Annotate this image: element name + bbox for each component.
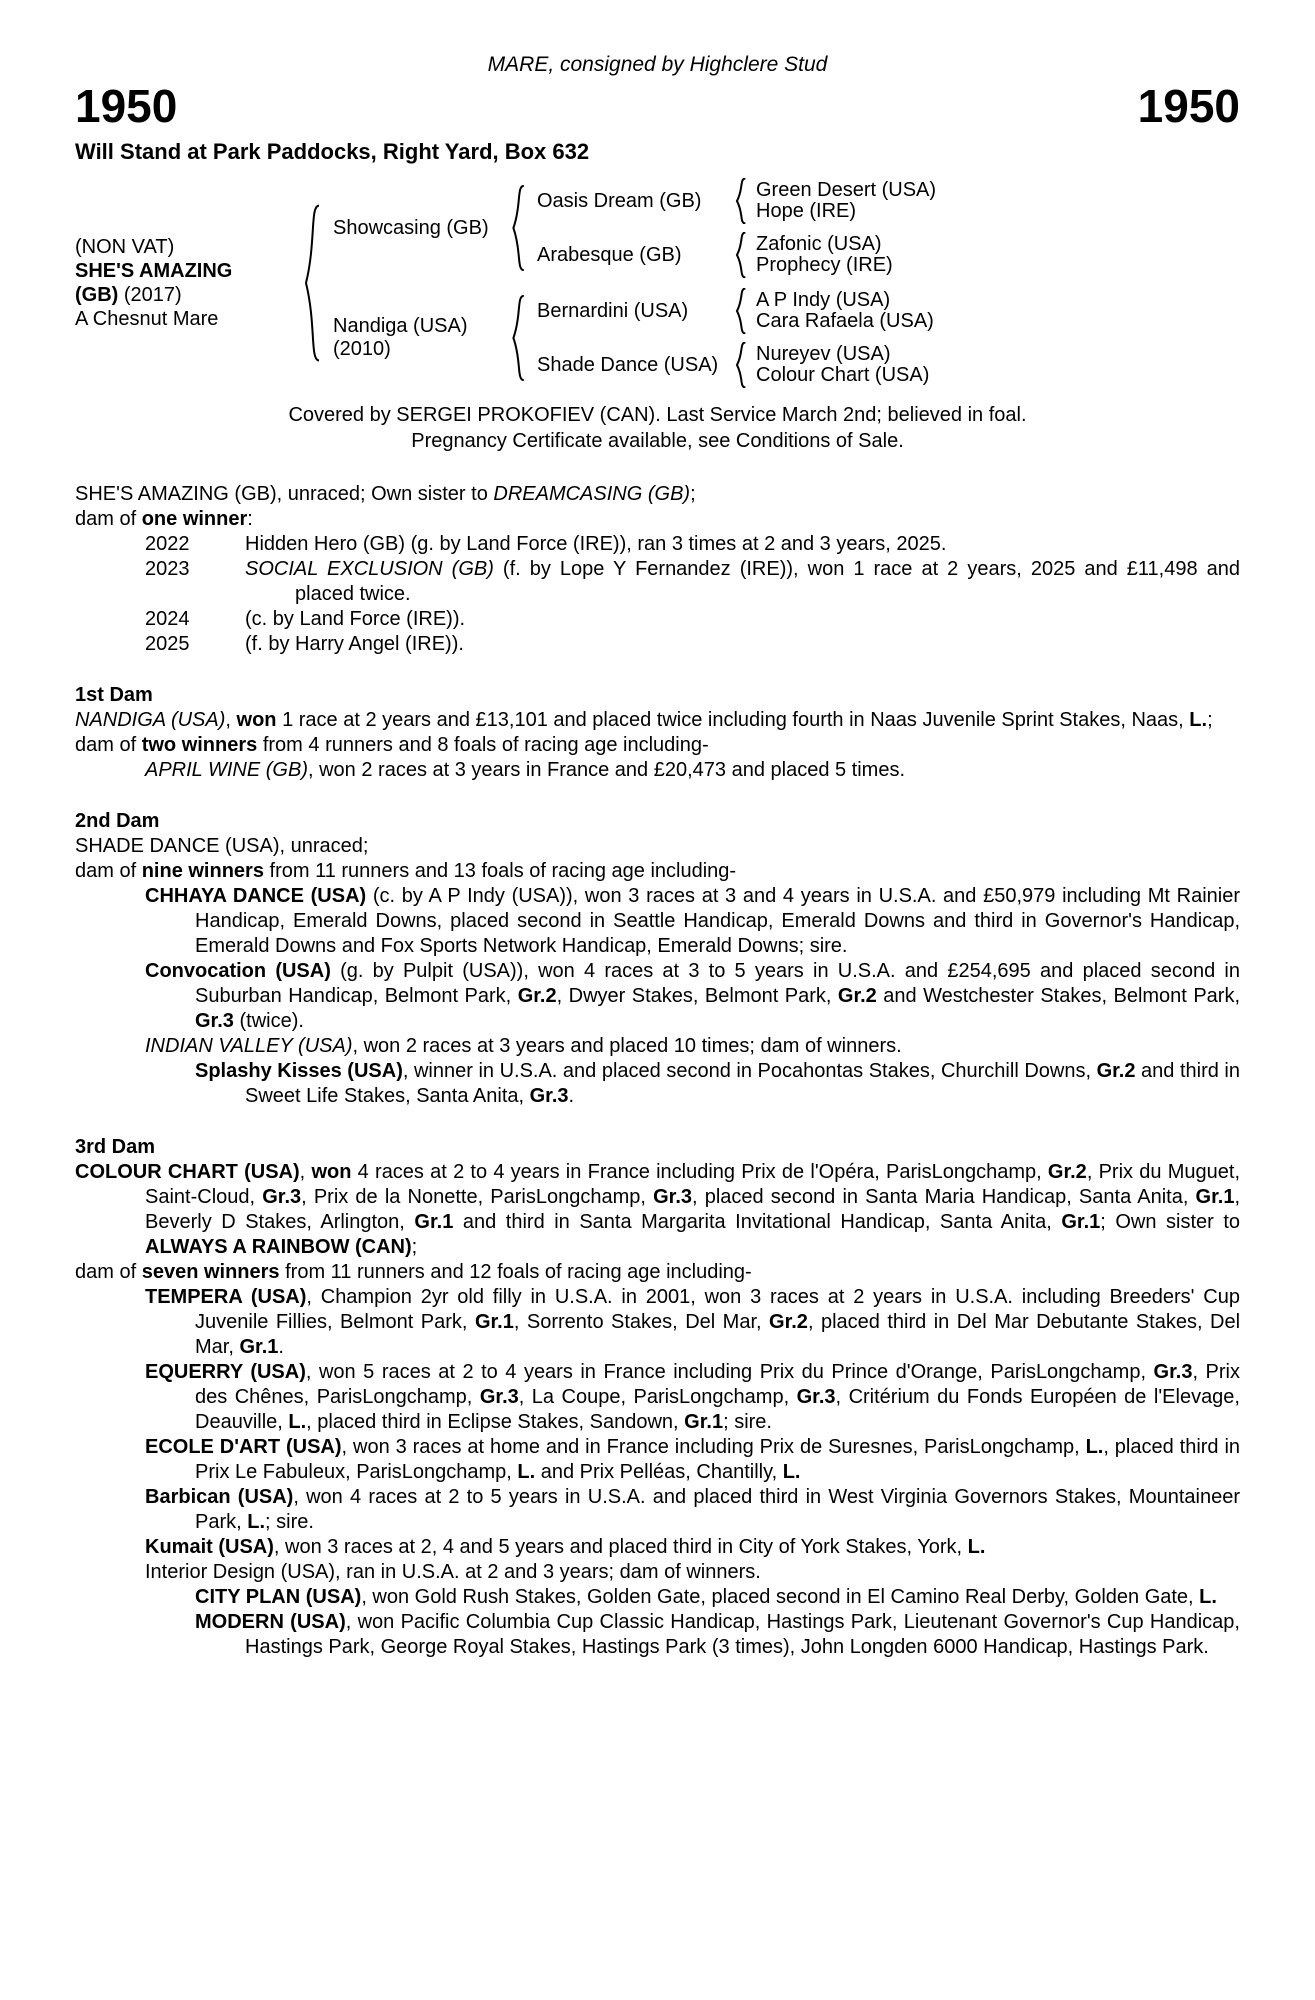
produce-text [245, 607, 1240, 632]
produce-record-row [75, 607, 1240, 632]
text-run: , placed second in Santa Maria Handicap, Santa Anita, [692, 1186, 1196, 1208]
produce-text [245, 557, 1240, 607]
dam-parents [527, 288, 934, 388]
grandparent-branch [527, 342, 934, 388]
text-run: (twice). [233, 1010, 304, 1032]
produce-year: 2025 [145, 633, 190, 655]
text-run: L. [1085, 1436, 1104, 1458]
stand-location-line: Will Stand at Park Paddocks, Right Yard, Box 632 [75, 139, 590, 164]
pedigree-name: Colour Chart (USA) [756, 364, 930, 386]
lot-number-left: 1950 [75, 80, 178, 132]
granddam-name: Arabesque (GB) [537, 243, 682, 266]
paragraph [75, 1285, 1240, 1360]
great-grandparents [748, 234, 893, 276]
dam-year: (2010) [333, 338, 391, 360]
text-run: L. [782, 1461, 801, 1483]
text-run: L. [288, 1411, 307, 1433]
text-run: . [278, 1336, 284, 1358]
text-run: ALWAYS A RAINBOW (CAN) [145, 1236, 412, 1258]
text-run: Splashy Kisses (USA) [195, 1060, 403, 1082]
text-run: seven winners [141, 1261, 280, 1283]
text-run: L. [247, 1511, 266, 1533]
text-run: from 11 runners and 13 foals of racing age including- [263, 860, 737, 882]
text-run: (c. by A P Indy (USA)), won 3 races at 3 and 4 years in U.S.A. and £50,979 including Mt Rainier Handicap, Emerald Downs, placed second in Seattle Handicap, Emerald Downs and third in Governor's Handicap, Emerald Downs and Fox Sports Network Handicap, Emerald Downs; sire. [195, 885, 1240, 957]
text-run: , Prix de la Nonette, ParisLongchamp, [301, 1186, 654, 1208]
paragraph [75, 1260, 1240, 1285]
text-run: Gr.1 [414, 1211, 454, 1233]
produce-text [245, 632, 1240, 657]
text-run: , Critérium du Fonds Européen de l'Elevage, Deauville, [195, 1386, 1240, 1433]
text-run: , won 2 races at 3 years in France and £20,473 and placed 5 times. [308, 759, 906, 781]
paragraph [75, 1034, 1240, 1059]
text-run: nine winners [141, 860, 264, 882]
text-run: , won 5 races at 2 to 4 years in France including Prix du Prince d'Orange, ParisLongchamp, [305, 1361, 1154, 1383]
produce-year: 2023 [145, 558, 190, 580]
text-run: L. [1199, 1586, 1217, 1608]
text-run: won [236, 709, 277, 731]
pedigree-table [75, 178, 1240, 388]
text-run: one winner [141, 508, 248, 530]
text-run: from 11 runners and 12 foals of racing age including- [279, 1261, 752, 1283]
text-run: Gr.1 [239, 1336, 279, 1358]
great-grandparents [748, 180, 936, 222]
text-run: : [247, 508, 253, 530]
horse-description: A Chesnut Mare [75, 308, 219, 330]
text-run: (f. by Lope Y Fernandez (IRE)), won 1 race at 2 years, 2025 and £11,498 and placed twice. [295, 558, 1240, 605]
text-run: Gr.3 [653, 1186, 693, 1208]
great-grandparents [748, 344, 929, 386]
paragraph [75, 758, 1240, 783]
text-run: , Beverly D Stakes, Arlington, [145, 1186, 1241, 1233]
pedigree-name: Green Desert (USA) [756, 179, 937, 201]
text-run: , won 3 races at 2, 4 and 5 years and placed third in City of York Stakes, York, [273, 1536, 968, 1558]
pedigree-generation-1 [323, 178, 936, 388]
text-run: DREAMCASING (GB) [493, 483, 691, 505]
great-grandparents [748, 290, 934, 332]
text-run: (c. by Land Force (IRE)). [245, 608, 466, 630]
text-run: L. [517, 1461, 536, 1483]
first-dam-section [75, 683, 1240, 783]
text-run: , Sorrento Stakes, Del Mar, [513, 1311, 770, 1333]
text-run: and third in Sweet Life Stakes, Santa Anita, [245, 1060, 1240, 1107]
text-run: , placed third in Prix Le Fabuleux, ParisLongchamp, [195, 1436, 1241, 1483]
text-run: Gr.2 [517, 985, 557, 1007]
text-run: , won 3 races at home and in France including Prix de Suresnes, ParisLongchamp, [341, 1436, 1086, 1458]
paragraph [75, 482, 1240, 507]
text-run: . [568, 1085, 575, 1107]
text-run: , placed third in Eclipse Stakes, Sandown, [306, 1411, 685, 1433]
pedigree-name: A P Indy (USA) [756, 289, 891, 311]
third-dam-section [75, 1135, 1240, 1660]
produce-year: 2024 [145, 608, 190, 630]
text-run: NANDIGA (USA) [75, 709, 226, 731]
text-run: (2017) [118, 284, 182, 306]
text-run: from 4 runners and 8 foals of racing age including- [257, 734, 709, 756]
pedigree-name: Prophecy (IRE) [756, 254, 893, 276]
text-run: SHE'S AMAZING (GB), unraced; Own sister to [75, 483, 494, 505]
produce-record-row [75, 557, 1240, 607]
second-dam-section [75, 809, 1240, 1109]
text-run: MODERN (USA) [195, 1611, 346, 1633]
paragraph [75, 859, 1240, 884]
text-run: ; [1207, 709, 1213, 731]
text-run: Gr.1 [684, 1411, 724, 1433]
brace-icon [735, 178, 748, 224]
sire-branch [323, 178, 936, 278]
text-run: Hidden Hero (GB) (g. by Land Force (IRE)), ran 3 times at 2 and 3 years, 2025. [245, 533, 947, 555]
brace-icon [511, 295, 527, 381]
text-run: dam of [75, 508, 142, 530]
produce-text [245, 532, 1240, 557]
paragraph [75, 884, 1240, 959]
text-run: , La Coupe, ParisLongchamp, [518, 1386, 797, 1408]
dam-heading: 1st Dam [75, 684, 153, 706]
paragraph [75, 1160, 1240, 1260]
text-run: dam of [75, 734, 142, 756]
text-run: Gr.1 [474, 1311, 514, 1333]
sire-name: Showcasing (GB) [333, 216, 489, 239]
paragraph [75, 507, 1240, 532]
text-run: TEMPERA (USA) [145, 1286, 307, 1308]
paragraph [75, 834, 1240, 859]
consignor-line: MARE, consigned by Highclere Stud [487, 53, 828, 76]
text-run: COLOUR CHART (USA) [75, 1161, 300, 1183]
text-run: 1 race at 2 years and £13,101 and placed twice including fourth in Naas Juvenile Sprint Stakes, Naas, [276, 709, 1190, 731]
brace-icon [735, 288, 748, 334]
text-run: won [311, 1161, 352, 1183]
text-run: SOCIAL EXCLUSION (GB) [245, 558, 494, 580]
text-run: , won Pacific Columbia Cup Classic Handicap, Hastings Park, Lieutenant Governor's Cup Handicap, Hastings Park, George Royal Stakes, Hastings Park (3 times), John Longden 6000 Handicap, Hastings Park. [245, 1611, 1240, 1658]
text-run: , [225, 709, 237, 731]
horse-suffix [75, 283, 303, 307]
text-run: ; sire. [265, 1511, 314, 1533]
paragraph [75, 1485, 1240, 1535]
text-run: Gr.2 [837, 985, 877, 1007]
paragraph [75, 708, 1240, 733]
text-run: and Westchester Stakes, Belmont Park, [876, 985, 1241, 1007]
paragraph [75, 1059, 1240, 1109]
covering-statement [75, 402, 1240, 454]
text-run: Gr.3 [262, 1186, 302, 1208]
text-run: Gr.2 [1047, 1161, 1087, 1183]
text-run: , Prix du Muguet, Saint-Cloud, [145, 1161, 1241, 1208]
paragraph [75, 733, 1240, 758]
text-run: and Prix Pelléas, Chantilly, [535, 1461, 783, 1483]
text-run: (f. by Harry Angel (IRE)). [245, 633, 464, 655]
paragraph [75, 1360, 1240, 1435]
text-run: CITY PLAN (USA) [195, 1586, 362, 1608]
paragraph [75, 1560, 1240, 1585]
dam-branch [323, 288, 936, 388]
brace-icon [735, 342, 748, 388]
text-run: INDIAN VALLEY (USA) [145, 1035, 353, 1057]
text-run: Convocation (USA) [145, 960, 331, 982]
text-run: , Champion 2yr old filly in U.S.A. in 2001, won 3 races at 2 years in U.S.A. including Breeders' Cup Juvenile Fillies, Belmont Park, [195, 1286, 1240, 1333]
pedigree-name: Nureyev (USA) [756, 343, 891, 365]
text-run: ; [411, 1236, 418, 1258]
paragraph [75, 1535, 1240, 1560]
pedigree-name: Cara Rafaela (USA) [756, 310, 934, 332]
grandparent-branch [527, 232, 936, 278]
lot-number-right: 1950 [1137, 80, 1240, 132]
text-run: Kumait (USA) [145, 1536, 274, 1558]
brace-icon [735, 232, 748, 278]
text-run: dam of [75, 860, 142, 882]
text-run: L. [967, 1536, 986, 1558]
dam-heading: 2nd Dam [75, 810, 160, 832]
pregnancy-line: Pregnancy Certificate available, see Conditions of Sale. [411, 430, 904, 452]
non-vat-label: (NON VAT) [75, 236, 175, 258]
grandparent-branch [527, 288, 934, 334]
text-run: Gr.2 [769, 1311, 808, 1333]
grandsire-name: Bernardini (USA) [537, 299, 689, 322]
text-run: Gr.3 [195, 1010, 234, 1032]
text-run: ; sire. [723, 1411, 772, 1433]
text-run: ; [690, 483, 696, 505]
text-run: Gr.3 [796, 1386, 836, 1408]
text-run: Gr.3 [479, 1386, 519, 1408]
produce-year: 2022 [145, 533, 190, 555]
text-run: , Dwyer Stakes, Belmont Park, [556, 985, 838, 1007]
text-run: APRIL WINE (GB) [145, 759, 308, 781]
text-run: L. [1189, 709, 1208, 731]
grandparent-branch [527, 178, 936, 224]
pedigree-name: Hope (IRE) [756, 200, 857, 222]
text-run: Gr.3 [529, 1085, 569, 1107]
text-run: , won 4 races at 2 to 5 years in U.S.A. and placed third in West Virginia Governors Stakes, Mountaineer Park, [195, 1486, 1240, 1533]
text-run: and third in Santa Margarita Invitational Handicap, Santa Anita, [453, 1211, 1062, 1233]
text-run: , [299, 1161, 312, 1183]
text-run: , won 2 races at 3 years and placed 10 times; dam of winners. [352, 1035, 902, 1057]
text-run: (g. by Pulpit (USA)), won 4 races at 3 to 5 years in U.S.A. and £254,695 and placed second in Suburban Handicap, Belmont Park, [195, 960, 1240, 1007]
paragraph [75, 1435, 1240, 1485]
covered-line: Covered by SERGEI PROKOFIEV (CAN). Last Service March 2nd; believed in foal. [288, 404, 1027, 426]
text-run: Gr.2 [1096, 1060, 1136, 1082]
dam-name: Nandiga (USA) [333, 315, 468, 337]
text-run: ; Own sister to [1100, 1211, 1241, 1233]
pedigree-subject [75, 235, 303, 331]
brace-icon [511, 185, 527, 271]
produce-record-row [75, 632, 1240, 657]
paragraph [75, 1610, 1240, 1660]
lot-number-row [75, 82, 1240, 130]
text-run: Barbican (USA) [145, 1486, 294, 1508]
text-run: Interior Design (USA), ran in U.S.A. at 2 and 3 years; dam of winners. [145, 1561, 761, 1583]
produce-record-row [75, 532, 1240, 557]
text-run: (GB) [75, 284, 119, 306]
text-run: Gr.1 [1195, 1186, 1235, 1208]
text-run: Gr.1 [1061, 1211, 1101, 1233]
granddam-name: Shade Dance (USA) [537, 353, 719, 376]
grandsire-name: Oasis Dream (GB) [537, 189, 702, 212]
text-run: SHADE DANCE (USA), unraced; [75, 835, 369, 857]
text-run: Gr.3 [1153, 1361, 1193, 1383]
text-run: two winners [141, 734, 258, 756]
text-run: , Prix des Chênes, ParisLongchamp, [195, 1361, 1240, 1408]
sire-parents [527, 178, 936, 278]
text-run: , winner in U.S.A. and placed second in Pocahontas Stakes, Churchill Downs, [402, 1060, 1097, 1082]
dam-name-block [323, 315, 511, 361]
paragraph [75, 1585, 1240, 1610]
text-run: ECOLE D'ART (USA) [145, 1436, 342, 1458]
text-run: 4 races at 2 to 4 years in France including Prix de l'Opéra, ParisLongchamp, [351, 1161, 1048, 1183]
text-run: dam of [75, 1261, 142, 1283]
dam-heading: 3rd Dam [75, 1136, 156, 1158]
text-run: EQUERRY (USA) [145, 1361, 306, 1383]
paragraph [75, 959, 1240, 1034]
pedigree-text [75, 482, 1240, 1660]
text-run: , won Gold Rush Stakes, Golden Gate, placed second in El Camino Real Derby, Golden Gate, [361, 1586, 1200, 1608]
brace-icon [303, 204, 323, 362]
produce-record-section [75, 482, 1240, 657]
pedigree-name: Zafonic (USA) [756, 233, 882, 255]
horse-name: SHE'S AMAZING [75, 260, 233, 282]
text-run: CHHAYA DANCE (USA) [145, 885, 367, 907]
text-run: , placed third in Del Mar Debutante Stakes, Del Mar, [195, 1311, 1241, 1358]
